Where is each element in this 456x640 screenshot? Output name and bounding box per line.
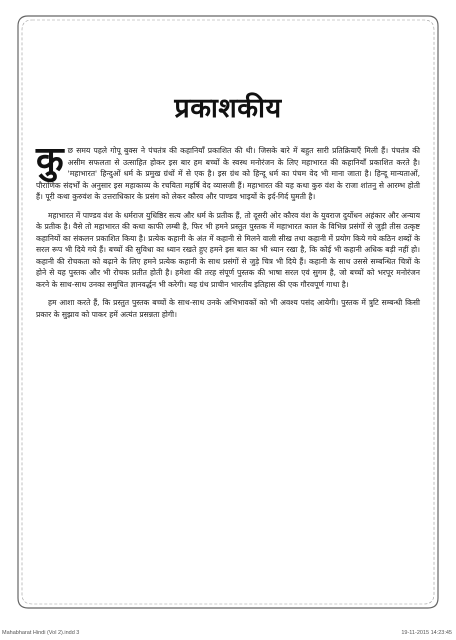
- paragraph-intro-text: छ समय पहले गोपू बुक्स ने पंचतंत्र की कहानियाँ प्रकाशित की थी। जिसके बारे में बहुत सारी प्रतिक्रियाएँ मिली हैं। पंचतंत्र की असीम सफलता से उत्साहित होकर इस बार हम बच्चों के स्वस्थ मनोरंजन के लिए महाभारत की कहानियाँ प्रकाशित करते है। 'महाभारत' हिन्दुओं धर्म के प्रमुख ग्रंथों में से एक है। इस ग्रंथ को हिन्दू धर्म का पंचम वेद भी माना जाता है। हिन्दू मान्यताओं, पौराणिक संदर्भों के अनुसार इस महाकाव्य के रचयिता महर्षि वेद व्यासजी हैं। महाभारत की यह कथा कुरु वंश के राजा शांतनु से आरम्भ होती हैं। पूरी कथा कुरुवंश के उत्तराधिकार के प्रसंग को लेकर कौरव और पाण्डव भाइयों के इर्द-गिर्द घुमती है।: [36, 146, 420, 201]
- paragraph-closing: हम आशा करते हैं, कि प्रस्तुत पुस्तक बच्चों के साथ-साथ उनके अभिभावकों को भी अवश्य पसंद आयेगी। पुस्तक में त्रुटि सम्बन्धी किसी प्रकार के सुझाव को पाकर हमें अत्यंत प्रसन्नता होगी।: [36, 298, 420, 319]
- drop-cap: कु: [36, 140, 64, 181]
- paragraph-intro: [36, 140, 420, 203]
- footer-filename: Mahabharat Hindi (Vol 2).indd 3: [2, 630, 80, 636]
- page-title: प्रकाशकीय: [174, 93, 282, 124]
- print-slug-footer: [0, 628, 456, 640]
- page-content: [36, 28, 420, 327]
- footer-timestamp: 19-11-2015 14:23:45: [401, 630, 452, 636]
- paragraph-body: महाभारत में पाण्डव वंश के धर्मराज युधिष्ठिर सत्य और धर्म के प्रतीक हैं, तो दूसरी ओर कौरव वंश के युवराज दुर्योधन अहंकार और अन्याय के प्रतीक है। वैसे तो महाभारत की कथा काफी लम्बी है, फिर भी हमने प्रस्तुत पुस्तक में महाभारत काल के विभिन्न प्रसंगों से जुड़ी तीस उत्कृष्ट कहानियों का संकलन प्रकाशित किया है। प्रत्येक कहानी के अंत में कहानी से मिलने वाली सीख तथा कहानी में प्रयोग किये गये कठिन शब्दों के सरल रूप भी दिये गये हैं। बच्चों की सुविधा का ध्यान रखते हुए हमने इस बात का भी ध्यान रखा है, कि कोई भी कहानी अधिक बड़ी नहीं हो। कहानी की रोचकता को बढ़ाने के लिए हमने प्रत्येक कहानी के साथ प्रसंगों से जुड़े चित्र भी दिये हैं। कहानी के साथ उससे सम्बन्धित चित्रों के होने से यह पुस्तक और भी रोचक प्रतीत होती है। हमेशा की तरह संपूर्ण पुस्तक की भाषा सरल एवं सुगम है, जो बच्चों को भरपूर मनोरंजन करने के साथ-साथ उनका समुचित ज्ञानवर्द्धन भी करेगी। यह ग्रंथ प्राचीन भारतीय इतिहास की एक गौरवपूर्ण गाथा है।: [36, 210, 420, 289]
